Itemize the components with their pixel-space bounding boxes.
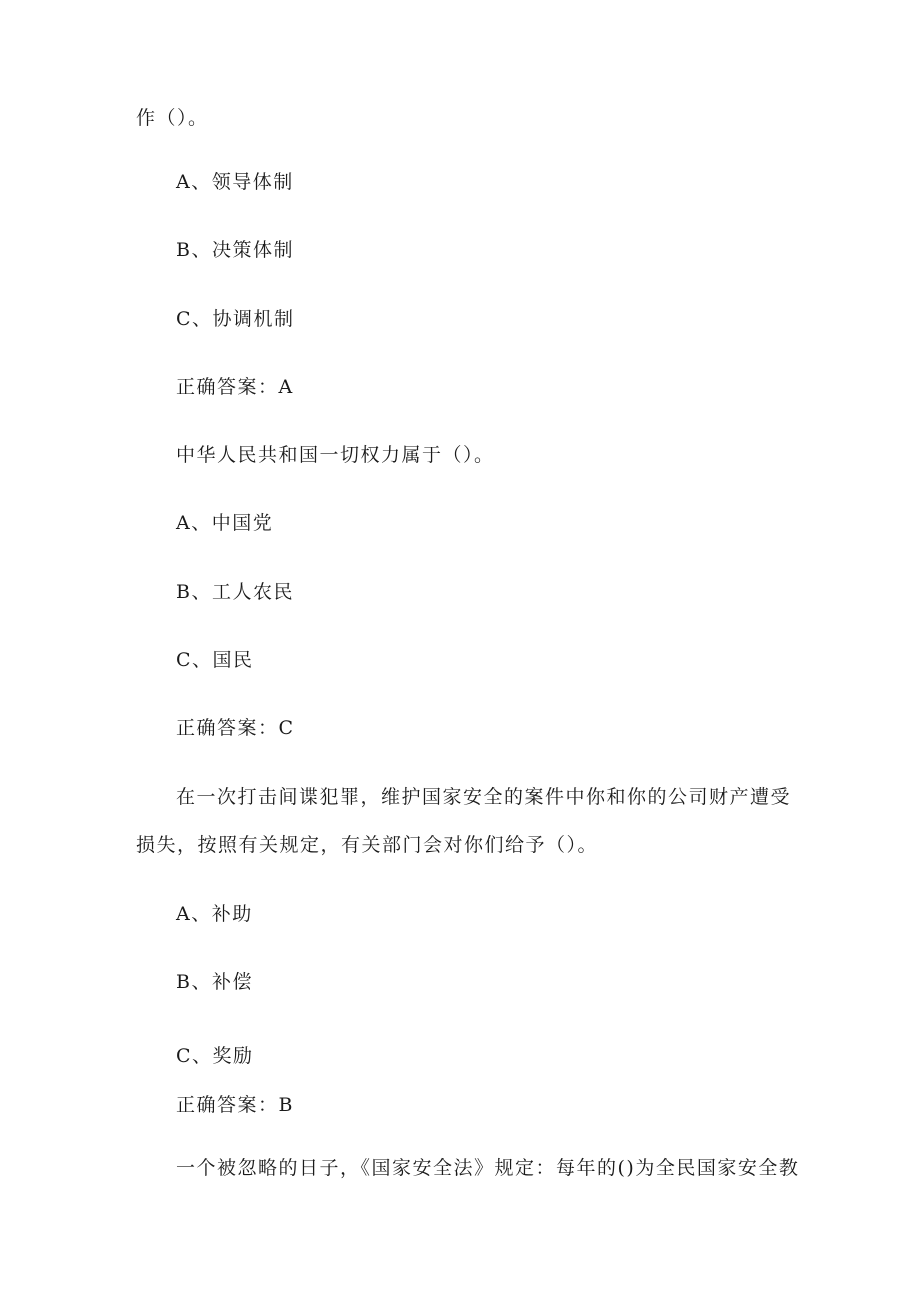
answer: 正确答案：C [176, 717, 295, 739]
option-b: B、决策体制 [176, 239, 294, 261]
option-a: A、中国党 [176, 512, 274, 534]
question-continuation: 作（）。 [136, 107, 209, 129]
option-b: B、工人农民 [176, 581, 294, 603]
option-a: A、补助 [176, 903, 253, 925]
option-c: C、协调机制 [176, 308, 295, 330]
option-c: C、国民 [176, 649, 254, 671]
option-a: A、领导体制 [176, 171, 294, 193]
question-text: 中华人民共和国一切权力属于（）。 [176, 444, 495, 466]
question-text-continuation: 损失，按照有关规定，有关部门会对你们给予（）。 [136, 834, 599, 856]
option-c: C、奖励 [176, 1045, 254, 1067]
question-text: 一个被忽略的日子，《国家安全法》规定：每年的()为全民国家安全教 [176, 1157, 800, 1179]
option-b: B、补偿 [176, 971, 253, 993]
answer: 正确答案：A [176, 376, 294, 398]
answer: 正确答案：B [176, 1094, 294, 1116]
question-text: 在一次打击间谍犯罪，维护国家安全的案件中你和你的公司财产遭受 [176, 786, 792, 808]
